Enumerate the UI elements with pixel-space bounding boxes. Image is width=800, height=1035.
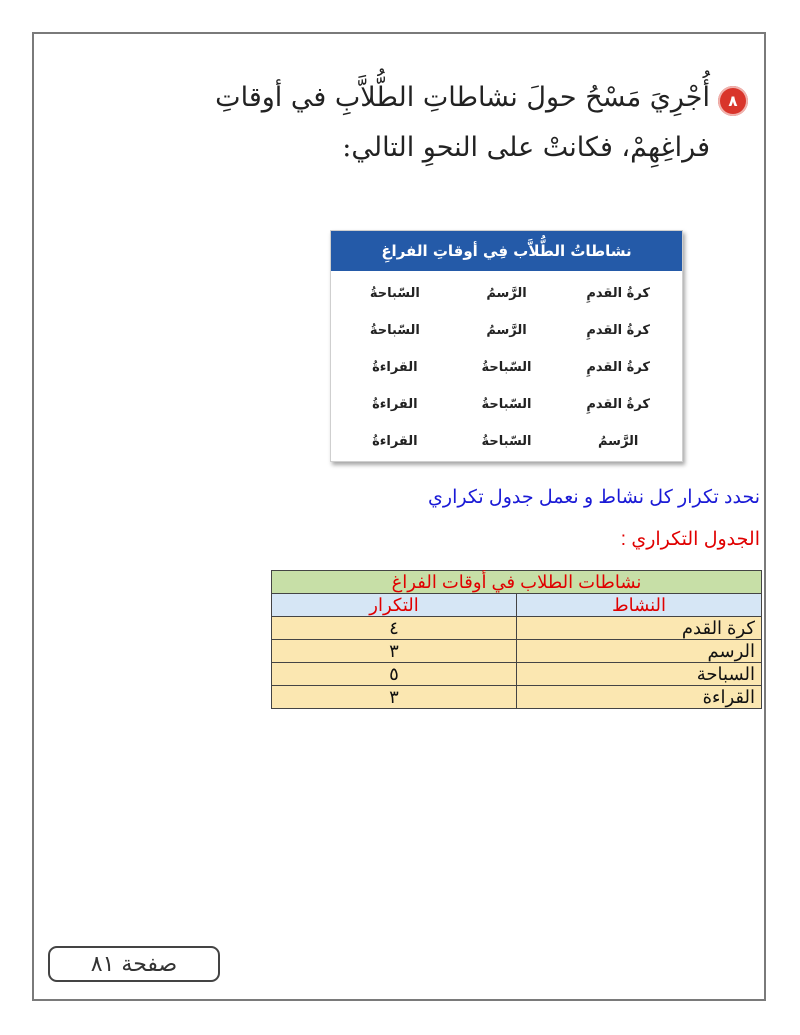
question-number-badge: ٨ xyxy=(718,86,748,116)
survey-cell: الرَّسمُ xyxy=(597,434,639,449)
count-cell: ٣ xyxy=(272,686,517,709)
table-row xyxy=(272,640,762,663)
survey-cell: كرةُ القدمِ xyxy=(586,360,650,375)
question-text-line-2: فراغِهِمْ، فكانتْ على النحوِ التالي: xyxy=(342,132,710,163)
count-column-header: التكرار xyxy=(272,594,517,617)
survey-cell: السّباحةُ xyxy=(369,286,420,301)
survey-card xyxy=(330,230,683,462)
survey-grid xyxy=(331,271,682,460)
table-row xyxy=(272,663,762,686)
count-cell: ٣ xyxy=(272,640,517,663)
survey-cell: كرةُ القدمِ xyxy=(586,323,650,338)
survey-cell: القراءةُ xyxy=(372,397,418,412)
survey-title: نشاطاتُ الطُّلاَّب فِي أوقاتِ الفراغِ xyxy=(331,231,682,271)
survey-cell: القراءةُ xyxy=(372,360,418,375)
activity-cell: القراءة xyxy=(517,686,762,709)
instruction-note: نحدد تكرار كل نشاط و نعمل جدول تكراري xyxy=(428,487,760,508)
survey-cell: القراءةُ xyxy=(372,434,418,449)
page-number-badge: صفحة ٨١ xyxy=(48,946,220,982)
count-cell: ٥ xyxy=(272,663,517,686)
activity-column-header: النشاط xyxy=(517,594,762,617)
survey-cell: السّباحةُ xyxy=(369,323,420,338)
frequency-table xyxy=(271,570,762,709)
frequency-table-heading: الجدول التكراري : xyxy=(620,529,760,550)
table-row xyxy=(272,686,762,709)
survey-cell: الرَّسمُ xyxy=(486,323,527,338)
frequency-table-header-row xyxy=(272,594,762,617)
page-frame xyxy=(32,32,766,1001)
survey-cell: الرَّسمُ xyxy=(486,286,527,301)
count-cell: ٤ xyxy=(272,617,517,640)
table-row xyxy=(272,617,762,640)
survey-cell: كرةُ القدمِ xyxy=(586,286,650,301)
survey-cell: السّباحةُ xyxy=(481,397,532,412)
survey-cell: كرةُ القدمِ xyxy=(586,397,650,412)
activity-cell: الرسم xyxy=(517,640,762,663)
question-text-line-1: أُجْرِيَ مَسْحُ حولَ نشاطاتِ الطُّلاَّبِ في أوقاتِ xyxy=(215,82,710,113)
survey-cell: السّباحةُ xyxy=(481,434,532,449)
activity-cell: السباحة xyxy=(517,663,762,686)
frequency-table-title: نشاطات الطلاب في أوقات الفراغ xyxy=(272,571,762,594)
activity-cell: كرة القدم xyxy=(517,617,762,640)
survey-cell: السّباحةُ xyxy=(481,360,532,375)
frequency-table-title-row xyxy=(272,571,762,594)
